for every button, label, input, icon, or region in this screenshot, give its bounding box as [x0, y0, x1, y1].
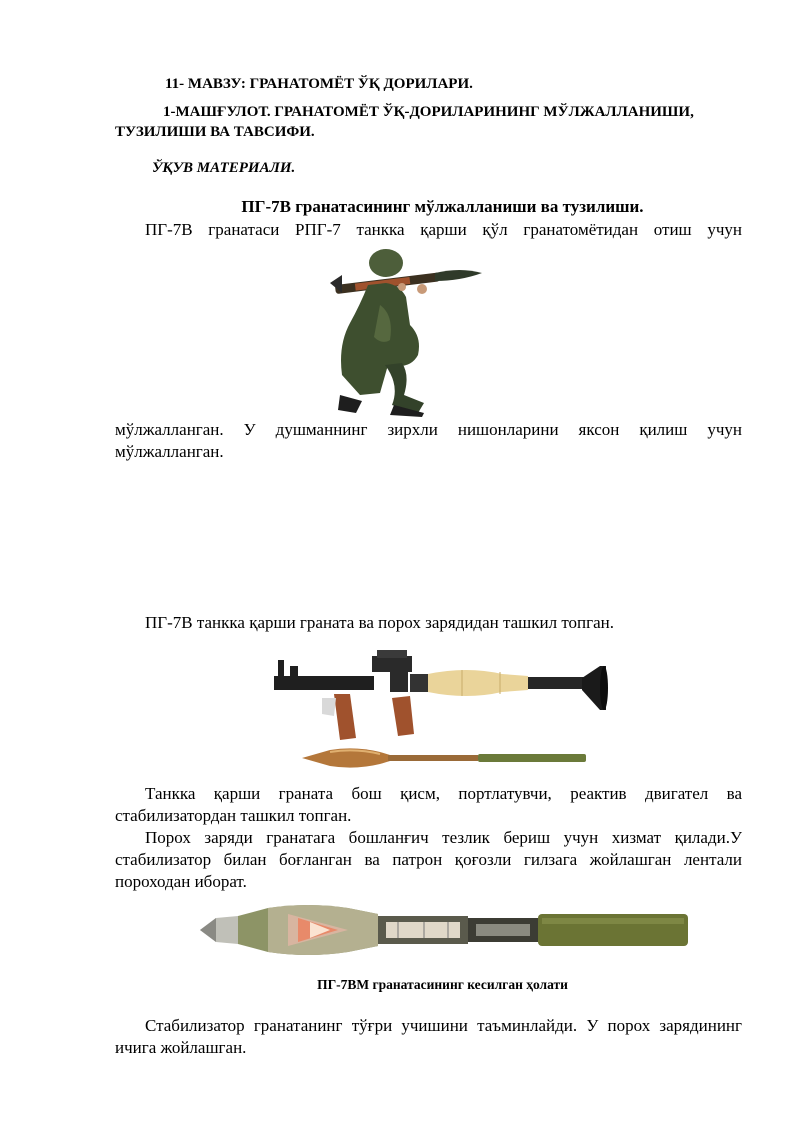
cutaway-image [198, 900, 690, 960]
launcher-image [272, 648, 612, 744]
section-title: ПГ-7В гранатасининг мўлжалланиши ва тузилиши. [241, 197, 644, 216]
cutaway-caption: ПГ-7ВМ гранатасининг кесилган ҳолати [317, 977, 568, 992]
paragraph-3: Танкка қарши граната бош қисм, портлатувчи, реактив двигател ва стабилизатордан ташкил топган. [115, 784, 742, 825]
study-material-heading: ЎҚУВ МАТЕРИАЛИ. [152, 160, 296, 176]
paragraph-1-continued: мўлжалланган. У душманнинг зирхли нишонларини яксон қилиш учун мўлжалланган. [115, 420, 742, 461]
lesson-heading-line2: ТУЗИЛИШИ ВА ТАВСИФИ. [115, 124, 315, 140]
topic-heading: 11- МАВЗУ: ГРАНАТОМЁТ ЎҚ ДОРИЛАРИ. [165, 76, 473, 92]
paragraph-5: Стабилизатор гранатанинг тўғри учишини таъминлайди. У порох зарядининг ичига жойлашган. [115, 1016, 742, 1057]
grenade-image [300, 746, 590, 770]
paragraph-2: ПГ-7В танкка қарши граната ва порох зарядидан ташкил топган. [145, 613, 615, 632]
soldier-image [330, 245, 485, 417]
paragraph-1-line1: ПГ-7В гранатаси РПГ-7 танкка қарши қўл гранатомётидан отиш учун [145, 220, 742, 239]
lesson-heading-line1: 1-МАШҒУЛОТ. ГРАНАТОМЁТ ЎҚ-ДОРИЛАРИНИНГ МЎЛЖАЛЛАНИШИ, [163, 104, 694, 120]
paragraph-4: Порох заряди гранатага бошланғич тезлик бериш учун хизмат қилади.У стабилизатор билан боғланган ва патрон қоғозли гилзага жойлашган лентали пороходан иборат. [115, 828, 742, 891]
